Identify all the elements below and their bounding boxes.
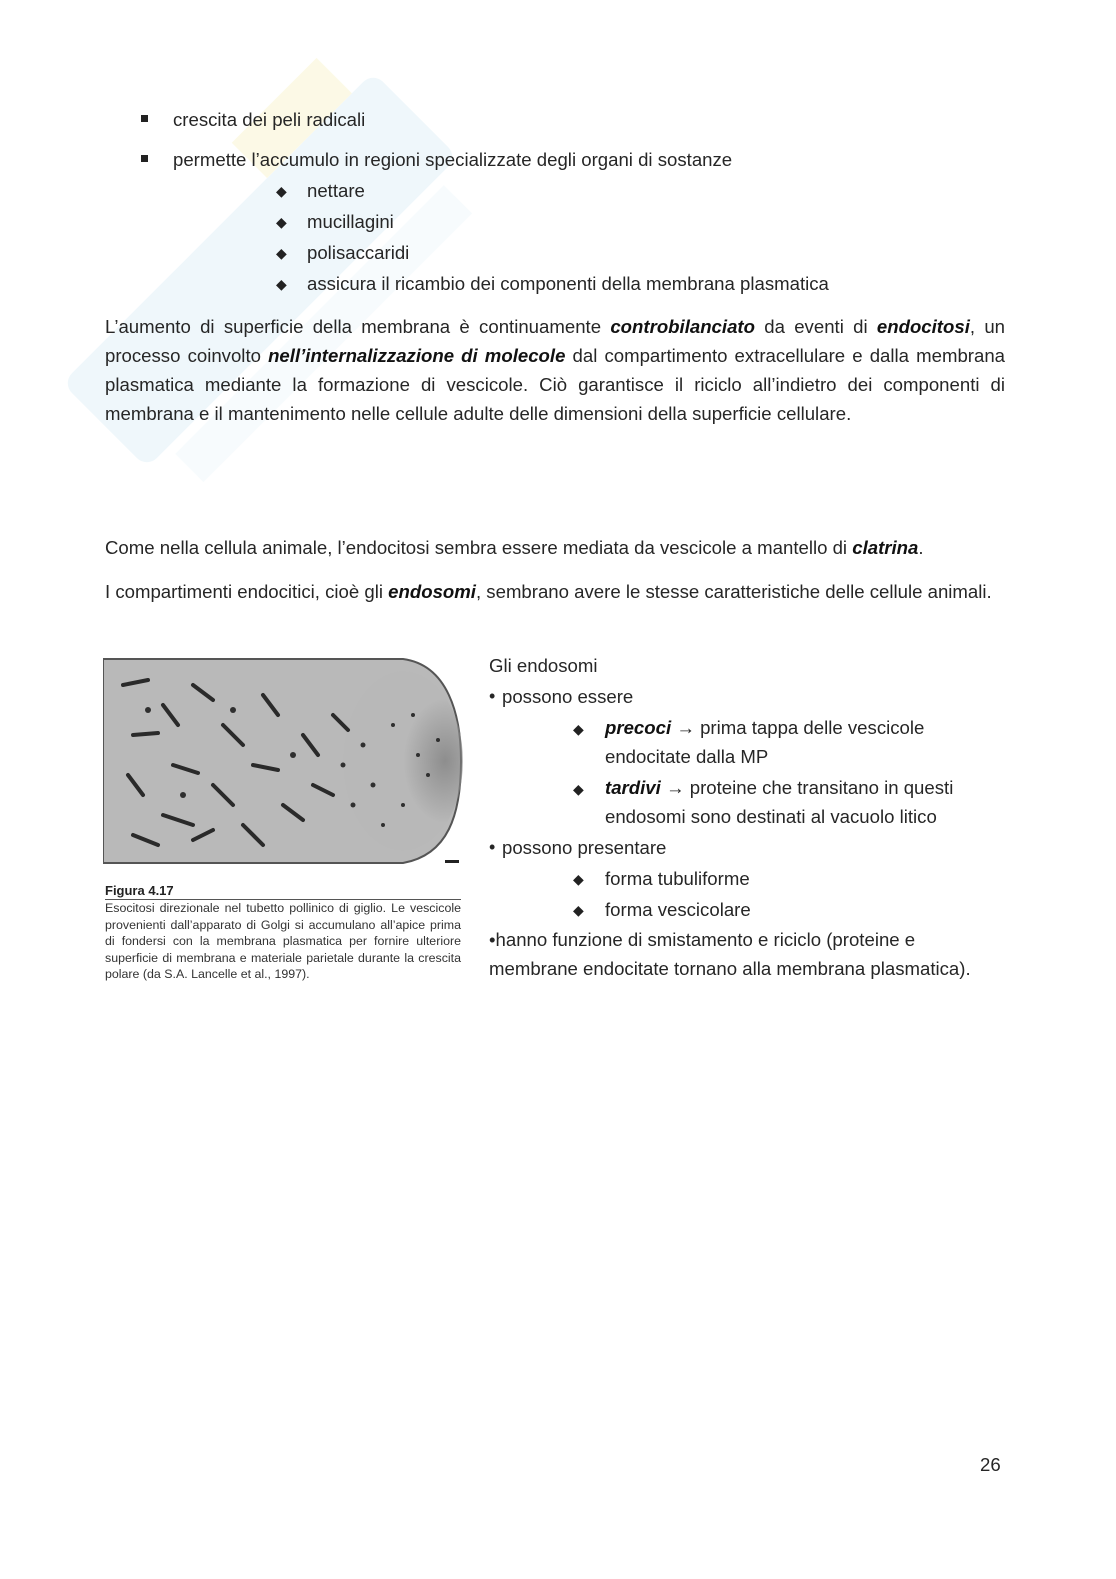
sub-list-item: nettare	[307, 180, 365, 201]
diamond-bullet-icon: ◆	[276, 184, 287, 200]
square-bullet-icon	[141, 155, 148, 162]
sub-list-item: polisaccaridi	[307, 242, 410, 263]
figure-title: Figura 4.17	[105, 882, 461, 900]
arrow-right-icon: →	[665, 777, 685, 798]
sub-list-item: forma tubuliforme	[605, 868, 750, 889]
diamond-bullet-icon: ◆	[573, 872, 584, 888]
diamond-bullet-icon: ◆	[276, 277, 287, 293]
bullet-dot-icon: •	[489, 837, 496, 857]
sub-list-item-tardivi: tardivi → proteine che transitano in questi endosomi sono destinati al vacuolo litico	[605, 777, 954, 827]
page-number: 26	[980, 1454, 1001, 1475]
square-bullet-icon	[141, 115, 148, 122]
paragraph-clatrina: Come nella cellula animale, l’endocitosi sembra essere mediata da vescicole a mantello di clatrina.	[105, 537, 924, 558]
diamond-bullet-icon: ◆	[276, 215, 287, 231]
list-item: possono essere	[502, 686, 634, 707]
arrow-right-icon: →	[676, 717, 695, 738]
diamond-bullet-icon: ◆	[573, 722, 584, 738]
paragraph-endocitosi: L’aumento di superficie della membrana è continuamente controbilanciato da eventi di endocitosi, un processo coinvolto nell’internalizzazione di molecole dal compartimento extracellulare e dalla membrana plasmatica mediante la formazione di vescicole. Ciò garantisce il riciclo all’indietro dei componenti di membrana e il mantenimento nelle cellule adulte delle dimensioni della superficie cellulare.	[105, 316, 1006, 424]
sub-list-item: mucillagini	[307, 211, 394, 232]
list-item: possono presentare	[502, 837, 667, 858]
endosomi-heading: Gli endosomi	[489, 655, 598, 676]
micrograph-image	[103, 655, 463, 868]
diamond-bullet-icon: ◆	[573, 903, 584, 919]
list-item-funzione: •hanno funzione di smistamento e riciclo (proteine e membrane endocitate tornano alla membrana plasmatica).	[489, 929, 971, 979]
sub-list-item-precoci: precoci → prima tappa delle vescicole endocitate dalla MP	[605, 717, 925, 767]
figure-caption	[105, 882, 461, 983]
list-item: crescita dei peli radicali	[173, 109, 366, 130]
list-item: permette l’accumulo in regioni specializzate degli organi di sostanze	[173, 149, 733, 170]
diamond-bullet-icon: ◆	[276, 246, 287, 262]
bullet-dot-icon: •	[489, 686, 496, 706]
paragraph-endosomi: I compartimenti endocitici, cioè gli endosomi, sembrano avere le stesse caratteristiche delle cellule animali.	[105, 581, 992, 602]
figure-caption-text: Esocitosi direzionale nel tubetto pollinico di giglio. Le vescicole provenienti dall’apparato di Golgi si accumulano all’apice prima di fondersi con la membrana plasmatica per fornire ulteriore superficie di membrana e materiale parietale durante la crescita polare (da S.A. Lancelle et al., 1997).	[105, 901, 461, 981]
sub-list-item: forma vescicolare	[605, 899, 751, 920]
bullet-dot-icon: •	[489, 929, 496, 950]
diamond-bullet-icon: ◆	[573, 782, 584, 798]
sub-list-item: assicura il ricambio dei componenti della membrana plasmatica	[307, 273, 829, 294]
